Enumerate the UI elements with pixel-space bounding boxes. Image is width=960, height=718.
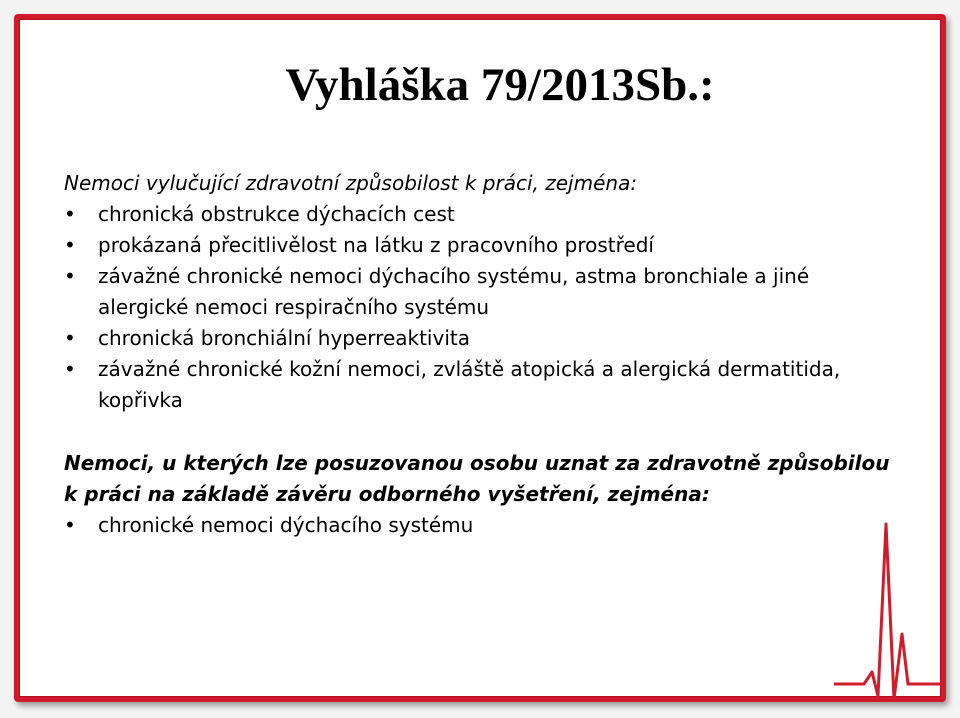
list-item: • závažné chronické kožní nemoci, zvláště atopická a alergická dermatitida, kopřivka	[64, 354, 894, 416]
section-1-heading: Nemoci vylučující zdravotní způsobilost k práci, zejména:	[64, 171, 638, 195]
section-2-heading: Nemoci, u kterých lze posuzovanou osobu uznat za zdravotně způsobilou k práci na základě závěru odborného vyšetření, zejména:	[64, 451, 890, 506]
list-item: • chronická bronchiální hyperreaktivita	[64, 323, 894, 354]
list-item: • chronické nemoci dýchacího systému	[64, 510, 894, 541]
ecg-heartbeat-icon	[834, 484, 944, 704]
section-2-list	[64, 510, 894, 541]
list-item: • chronická obstrukce dýchacích cest	[64, 199, 894, 230]
section-1-list	[64, 199, 894, 416]
list-item: • prokázaná přecitlivělost na látku z pracovního prostředí	[64, 230, 894, 261]
list-item: • závažné chronické nemoci dýchacího systému, astma bronchiale a jiné alergické nemoci respiračního systému	[64, 261, 894, 323]
slide-title: Vyhláška 79/2013Sb.:	[285, 59, 715, 111]
slide-content	[64, 168, 894, 541]
